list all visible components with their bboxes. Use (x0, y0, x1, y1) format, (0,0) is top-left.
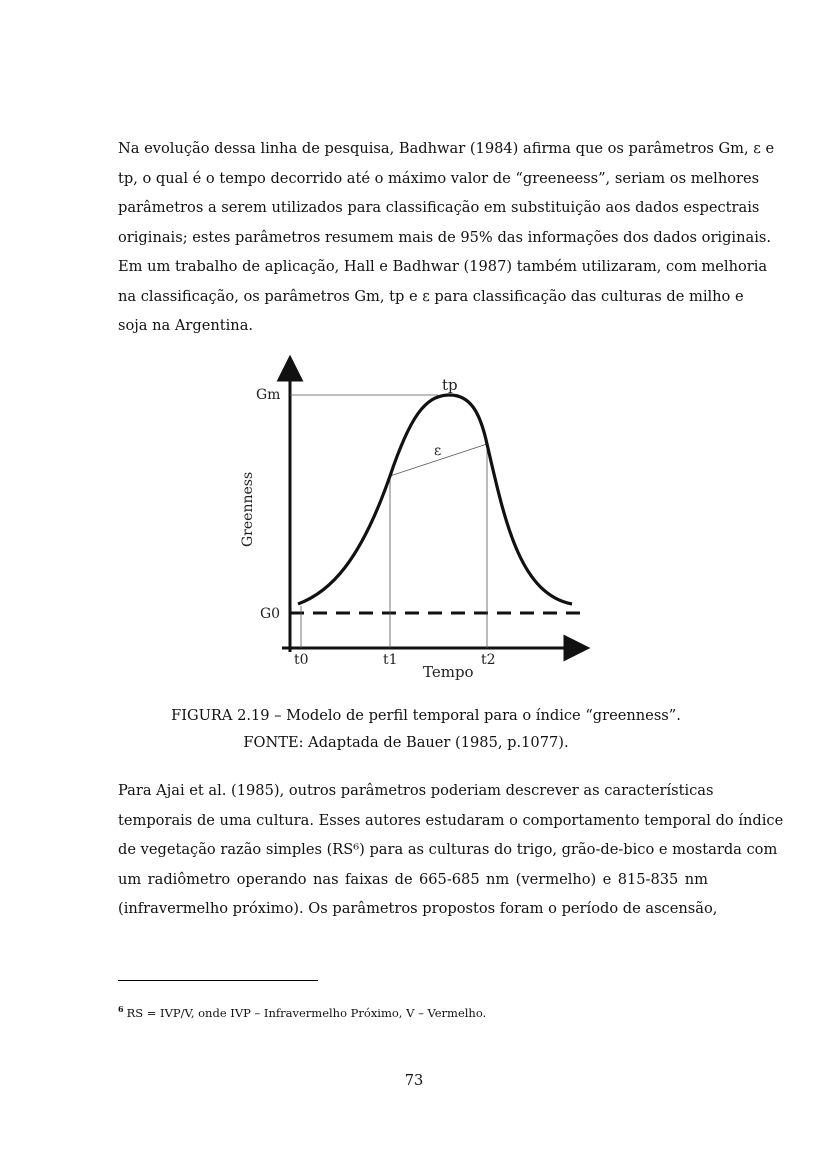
page-number: 73 (404, 1072, 424, 1089)
tp-label: tp (442, 376, 458, 394)
text-line: temporais de uma cultura. Esses autores estudaram o comportamento temporal do índice (118, 811, 784, 829)
paragraph-1 (118, 134, 775, 341)
text-line: de vegetação razão simples (RS⁶) para as culturas do trigo, grão-de-bico e mostarda com (118, 841, 778, 858)
figure-diagram (220, 352, 600, 687)
g0-label: G0 (260, 606, 281, 622)
footnote-text: RS = IVP/V, onde IVP – Infravermelho Próximo, V – Vermelho. (126, 1005, 487, 1020)
text-line: originais; estes parâmetros resumem mais de 95% das informações dos dados originais. (118, 228, 771, 246)
text-line: parâmetros a serem utilizados para classificação em substituição aos dados espectrais (118, 199, 760, 216)
footnote-marker: 6 (118, 1004, 124, 1014)
greenness-curve (298, 395, 572, 604)
text-line: soja na Argentina. (118, 317, 254, 334)
t2-label: t2 (481, 652, 496, 668)
figure-caption: FIGURA 2.19 – Modelo de perfil temporal para o índice “greenness”. (171, 707, 681, 724)
text-line: Para Ajai et al. (1985), outros parâmetros poderiam descrever as características (118, 782, 714, 799)
figure-source: FONTE: Adaptada de Bauer (1985, p.1077). (243, 734, 569, 751)
t1-label: t1 (383, 652, 398, 668)
footnote-separator (118, 980, 318, 981)
text-line: tp, o qual é o tempo decorrido até o máximo valor de “greeneess”, seriam os melhores (118, 169, 760, 187)
t0-label: t0 (294, 652, 309, 668)
text-line: (infravermelho próximo). Os parâmetros propostos foram o período de ascensão, (118, 900, 718, 917)
text-line: na classificação, os parâmetros Gm, tp e ε para classificação das culturas de milho e (118, 287, 744, 305)
x-axis-label: Tempo (423, 663, 474, 681)
y-axis-label: Greenness (240, 471, 256, 547)
greenness-profile-figure (220, 352, 600, 687)
text-line: um radiômetro operando nas faixas de 665-685 nm (vermelho) e 815-835 nm (118, 870, 708, 888)
text-line: Em um trabalho de aplicação, Hall e Badhwar (1987) também utilizaram, com melhoria (118, 258, 768, 275)
text-line: Na evolução dessa linha de pesquisa, Badhwar (1984) afirma que os parâmetros Gm, ε e (118, 140, 775, 157)
gm-label: Gm (256, 387, 281, 403)
epsilon-label: ε (434, 443, 442, 459)
footnote (118, 1004, 486, 1020)
paragraph-2 (118, 776, 784, 924)
